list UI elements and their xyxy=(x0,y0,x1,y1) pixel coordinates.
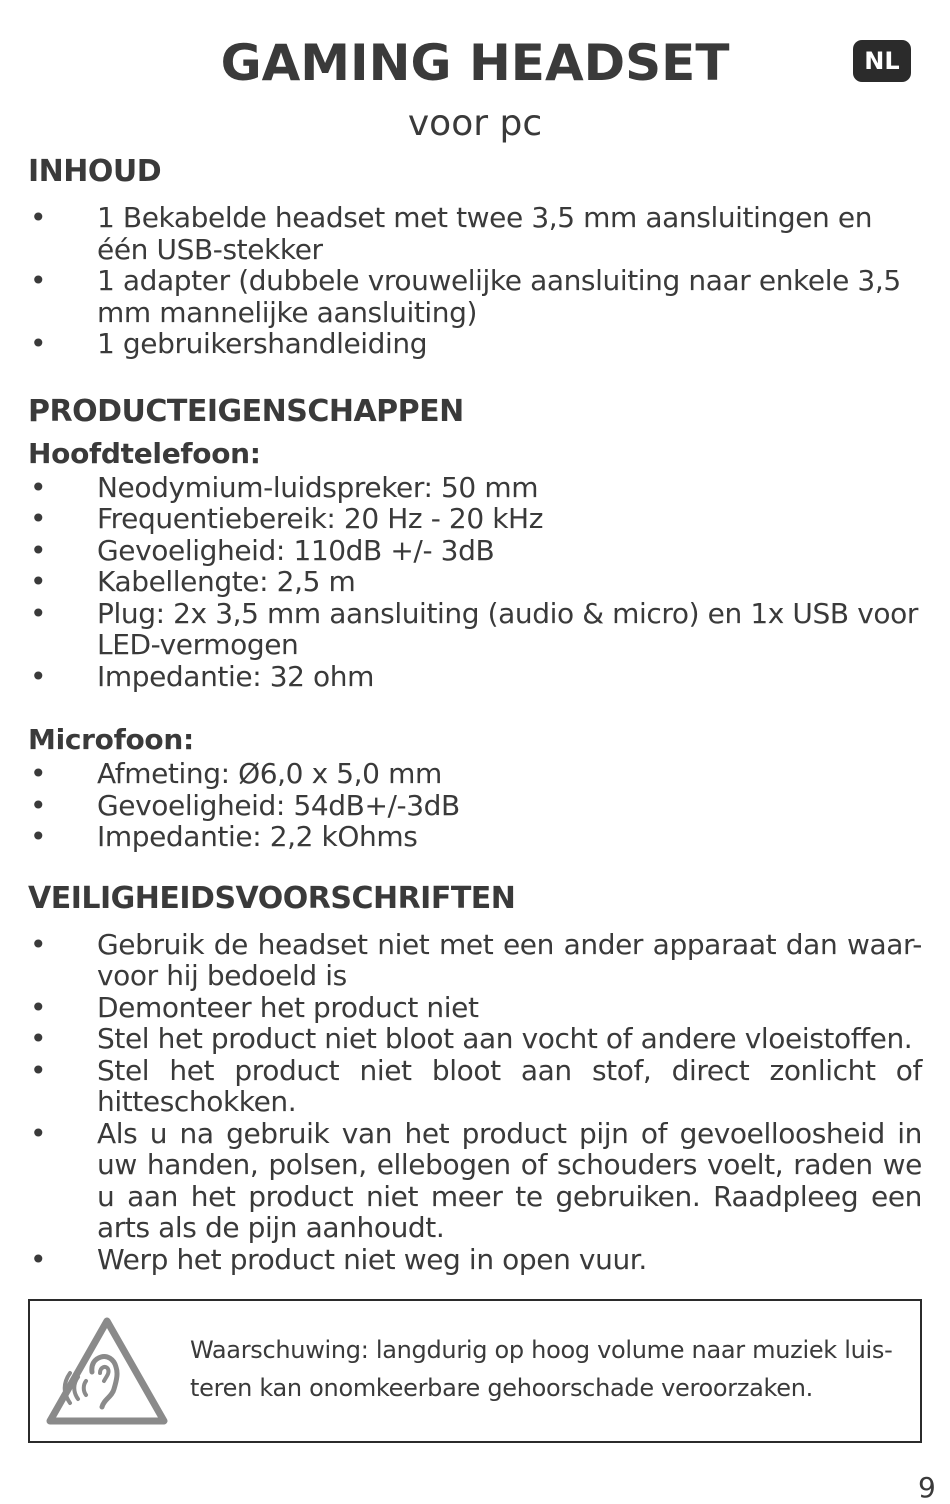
section-heading-inhoud: INHOUD xyxy=(28,154,162,189)
veiligheid-list xyxy=(28,929,922,1276)
list-item: • Neodymium-luidspreker: 50 mm xyxy=(28,472,922,504)
list-item: • Impedantie: 2,2 kOhms xyxy=(28,821,922,853)
page-number: 9 xyxy=(918,1471,936,1504)
list-item: • Gevoeligheid: 110dB +/- 3dB xyxy=(28,535,922,567)
section-heading-producteigenschappen: PRODUCTEIGENSCHAPPEN xyxy=(28,393,464,429)
hoofdtelefoon-list xyxy=(28,472,922,693)
list-item: • Gebruik de headset niet met een ander apparaat dan waar-voor hij bedoeld is xyxy=(28,929,922,992)
manual-content xyxy=(28,152,922,1275)
list-item: • Plug: 2x 3,5 mm aansluiting (audio & micro) en 1x USB voor LED-vermogen xyxy=(28,598,922,661)
list-item: • Werp het product niet weg in open vuur. xyxy=(28,1244,922,1276)
subheading-microfoon: Microfoon: xyxy=(28,723,194,756)
list-item: • Gevoeligheid: 54dB+/-3dB xyxy=(28,790,922,822)
warning-text-line: Waarschuwing: langdurig op hoog volume naar muziek luis- xyxy=(190,1336,893,1364)
list-item: • Kabellengte: 2,5 m xyxy=(28,566,922,598)
microfoon-list xyxy=(28,758,922,853)
language-badge: NL xyxy=(853,40,911,82)
list-item: • Stel het product niet bloot aan vocht of andere vloeistoffen. xyxy=(28,1023,922,1055)
list-item: • Demonteer het product niet xyxy=(28,992,922,1024)
subheading-hoofdtelefoon: Hoofdtelefoon: xyxy=(28,436,261,470)
inhoud-list xyxy=(28,202,922,360)
list-item: • Stel het product niet bloot aan stof, direct zonlicht of hitteschokken. xyxy=(28,1055,922,1118)
list-item: • 1 adapter (dubbele vrouwelijke aansluiting naar enkele 3,5 mm mannelijke aansluiting) xyxy=(28,265,922,328)
page-subtitle: voor pc xyxy=(407,103,543,144)
list-item: • Afmeting: Ø6,0 x 5,0 mm xyxy=(28,758,922,790)
warning-text xyxy=(190,1331,910,1407)
warning-box xyxy=(28,1299,922,1443)
list-item: • Frequentiebereik: 20 Hz - 20 kHz xyxy=(28,503,922,535)
list-item: • Als u na gebruik van het product pijn of gevoelloosheid in uw handen, polsen, ellebogen of schouders voelt, raden we u aan het product niet meer te gebruiken. Raadpleeg een arts als de pijn aanhoudt. xyxy=(28,1118,922,1244)
list-item: • Impedantie: 32 ohm xyxy=(28,661,922,693)
hearing-warning-icon xyxy=(44,1315,170,1427)
list-item: • 1 Bekabelde headset met twee 3,5 mm aansluitingen en één USB-stekker xyxy=(28,202,922,265)
section-heading-veiligheid: VEILIGHEIDSVOORSCHRIFTEN xyxy=(28,880,516,916)
page-title: GAMING HEADSET xyxy=(220,34,730,92)
warning-text-line: teren kan onomkeerbare gehoorschade veroorzaken. xyxy=(190,1374,814,1402)
list-item: • 1 gebruikershandleiding xyxy=(28,328,922,360)
